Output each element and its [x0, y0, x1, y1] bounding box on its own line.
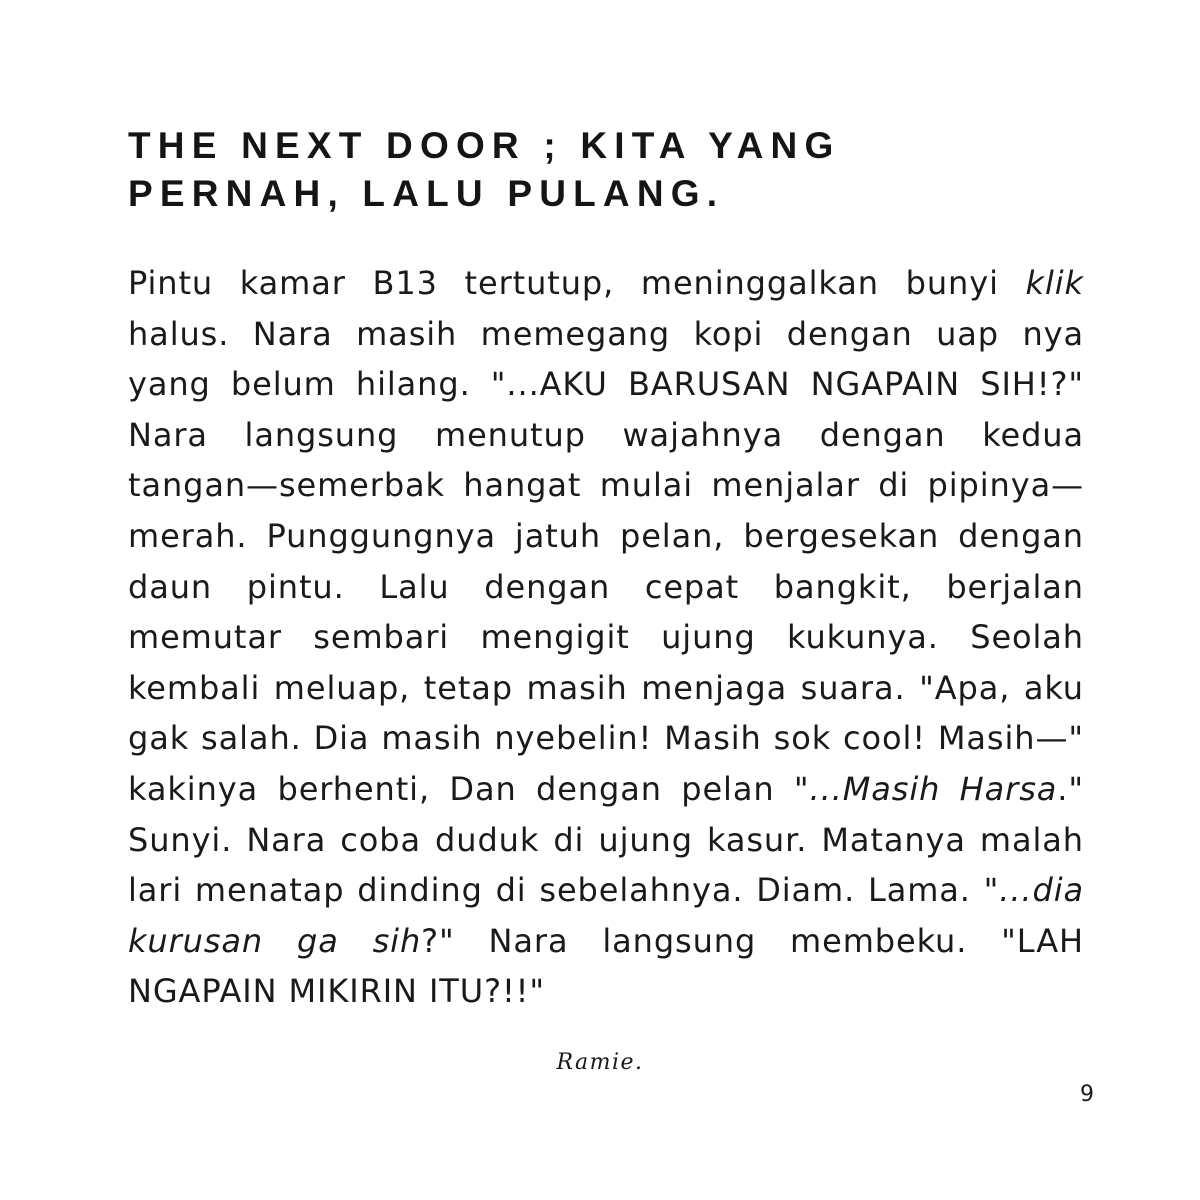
- page-number: 9: [1080, 1082, 1094, 1107]
- title-line-1: THE NEXT DOOR ; KITA YANG: [128, 125, 841, 166]
- paragraph-italic-segment: ...Masih Harsa: [809, 769, 1058, 808]
- paragraph-segment: ." Sunyi. Nara coba duduk di ujung kasur. Matanya malah lari menatap dinding di sebelahnya. Diam. Lama. ": [128, 769, 1084, 910]
- story-paragraph: [128, 258, 1084, 1017]
- page-title: [128, 122, 1088, 218]
- paragraph-segment: Pintu kamar B13 tertutup, meninggalkan bunyi: [128, 264, 1026, 302]
- paragraph-segment: halus. Nara masih memegang kopi dengan uap nya yang belum hilang. "...AKU BARUSAN NGAPAIN SIH!?" Nara langsung menutup wajahnya dengan kedua tangan—semerbak hangat mulai menjalar di pipinya—merah. Punggungnya jatuh pelan, bergesekan dengan daun pintu. Lalu dengan cepat bangkit, berjalan memutar sembari mengigit ujung kukunya. Seolah kembali meluap, tetap masih menjaga suara. "Apa, aku gak salah. Dia masih nyebelin! Masih sok cool! Masih—" kakinya berhenti, Dan dengan pelan ": [128, 314, 1084, 808]
- author-signature: Ramie.: [556, 1050, 644, 1075]
- title-line-2: PERNAH, LALU PULANG.: [128, 173, 725, 214]
- paragraph-segment: ?" Nara langsung membeku. "LAH NGAPAIN MIKIRIN ITU?!!": [128, 921, 1085, 1011]
- paragraph-italic-segment: ...dia kurusan ga sih: [128, 871, 1084, 960]
- paragraph-italic-segment: klik: [1025, 264, 1084, 302]
